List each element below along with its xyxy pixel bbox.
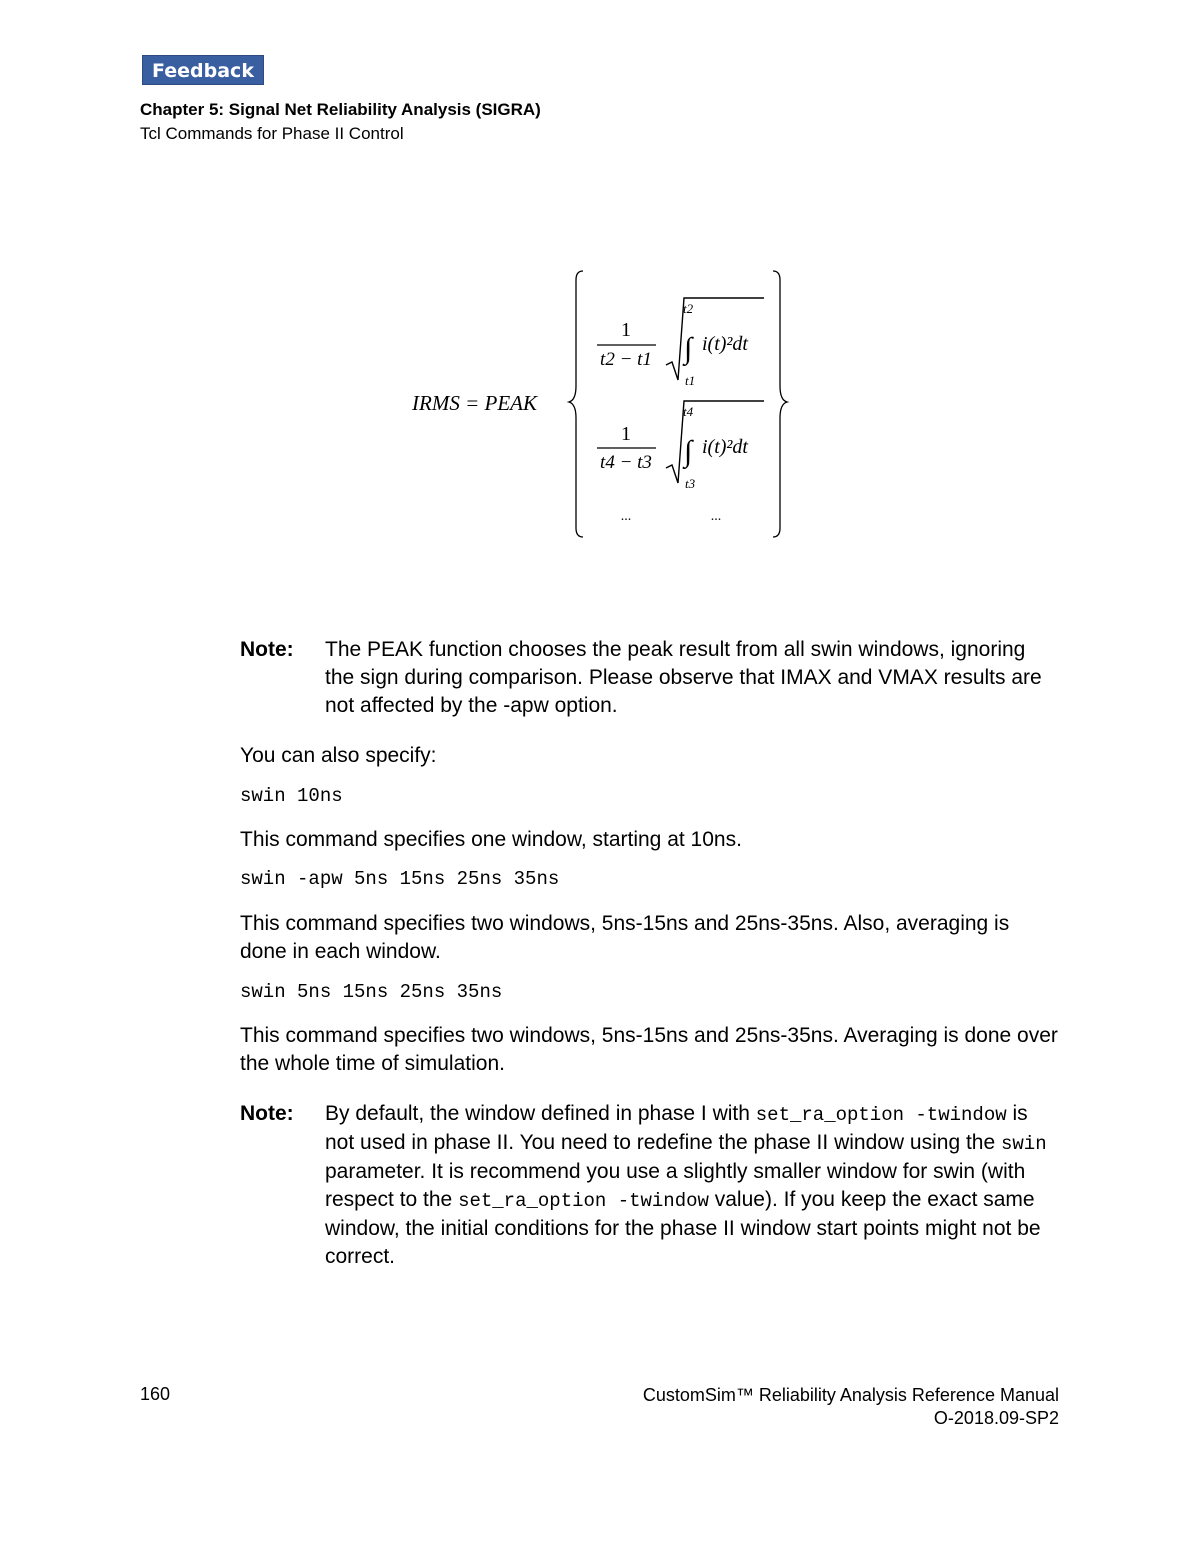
note-label: Note: <box>240 1102 294 1125</box>
note-peak-function <box>240 636 1060 720</box>
int2-lower: t3 <box>685 476 696 491</box>
description-2: This command specifies two windows, 5ns-15ns and 25ns-35ns. Also, averaging is done in each window. <box>240 912 1010 963</box>
description-1: This command specifies one window, starting at 10ns. <box>240 828 742 851</box>
note-text <box>325 1100 1060 1271</box>
code-example-3: swin 5ns 15ns 25ns 35ns <box>240 981 503 1003</box>
frac1-denominator: t2 − t1 <box>600 349 652 370</box>
note-text-part: is not used in phase II. You need to redefine the phase II window using the <box>325 1102 1028 1154</box>
code-example-1: swin 10ns <box>240 785 343 807</box>
integrand2: i(t)²dt <box>702 436 748 458</box>
right-brace <box>773 271 787 537</box>
note-text-part: By default, the window defined in phase I with <box>325 1102 756 1125</box>
note-label: Note: <box>240 638 294 661</box>
code-example-2: swin -apw 5ns 15ns 25ns 35ns <box>240 868 560 890</box>
note-text-part: value). If you keep the exact same window, the initial conditions for the phase II window start points might not be correct. <box>325 1188 1041 1268</box>
note-default-window <box>240 1100 1060 1271</box>
note-text-part: parameter. It is recommend you use a slightly smaller window for swin (with respect to the <box>325 1160 1026 1211</box>
description-3: This command specifies two windows, 5ns-15ns and 25ns-35ns. Averaging is done over the whole time of simulation. <box>240 1024 1058 1075</box>
intro-paragraph: You can also specify: <box>240 744 437 767</box>
page-number: 160 <box>140 1384 171 1404</box>
int1-sign: ∫ <box>684 332 693 365</box>
inline-code: set_ra_option -twindow <box>458 1190 709 1212</box>
irms-formula <box>400 268 800 548</box>
frac2-denominator: t4 − t3 <box>600 452 652 473</box>
formula-lhs: IRMS = PEAK <box>412 391 537 415</box>
manual-version: O-2018.09-SP2 <box>933 1408 1059 1428</box>
inline-code: set_ra_option -twindow <box>755 1104 1007 1126</box>
chapter-heading: Chapter 5: Signal Net Reliability Analysis (SIGRA) <box>140 100 541 119</box>
inline-code: swin <box>1001 1133 1047 1155</box>
frac2-numerator: 1 <box>621 423 631 445</box>
section-heading: Tcl Commands for Phase II Control <box>140 124 404 143</box>
int1-upper: t2 <box>683 301 694 316</box>
ellipsis-right: ... <box>710 509 722 524</box>
feedback-button[interactable]: Feedback <box>142 55 264 85</box>
int1-lower: t1 <box>685 373 696 388</box>
integrand1: i(t)²dt <box>702 333 748 355</box>
footer-manual-info <box>643 1384 1059 1430</box>
manual-title: CustomSim™ Reliability Analysis Reference Manual <box>642 1385 1059 1405</box>
ellipsis-left: ... <box>620 509 632 524</box>
frac1-numerator: 1 <box>621 319 631 341</box>
left-brace <box>569 271 583 537</box>
note-text: The PEAK function chooses the peak result from all swin windows, ignoring the sign during comparison. Please observe that IMAX and VMAX results are not affected by the -apw option. <box>325 638 1042 717</box>
int2-upper: t4 <box>683 404 694 419</box>
int2-sign: ∫ <box>684 435 693 468</box>
